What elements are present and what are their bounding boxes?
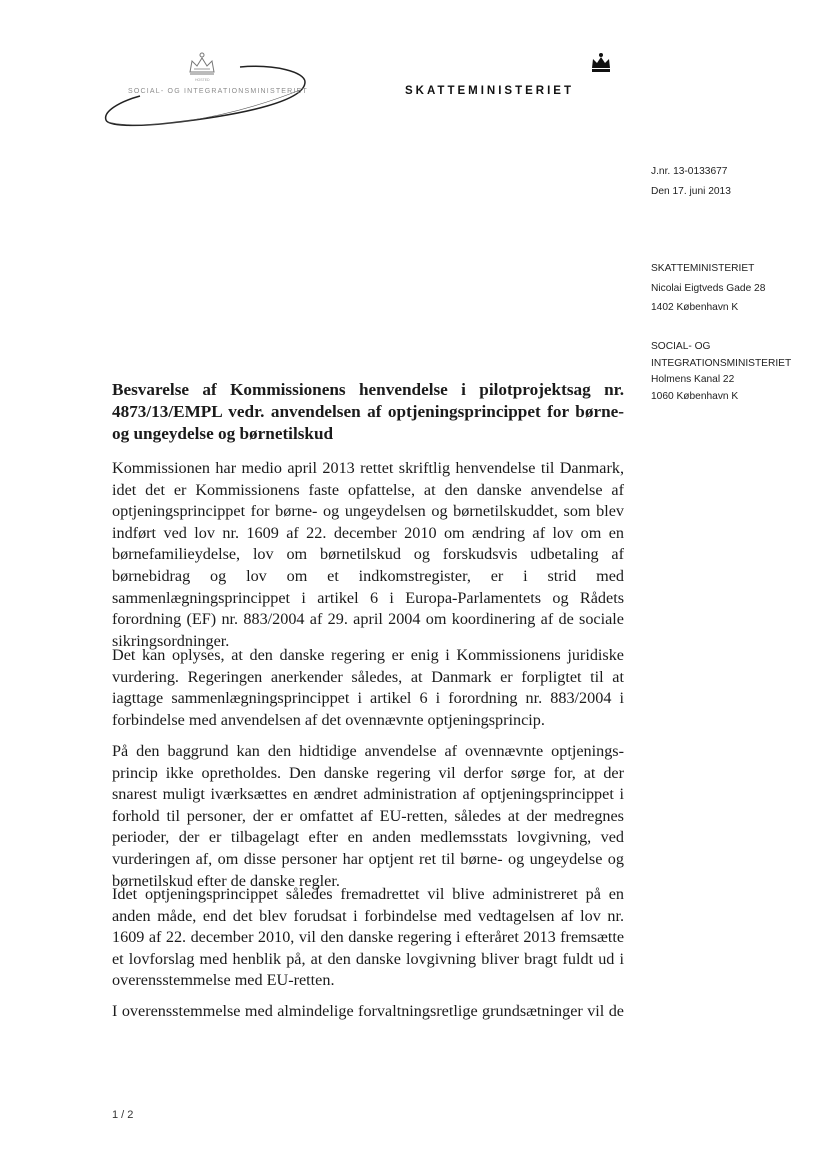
sender-name-line2: INTEGRATIONSMINISTERIET <box>651 358 792 369</box>
body-paragraph: I overensstemmelse med almindelige forvaltningsretlige grundsætninger vil de <box>112 1002 624 1020</box>
body-paragraph: Det kan oplyses, at den danske regering er enig i Kommissionens juridiske vurdering. Regeringen anerkender således, at Danmark er forpligtet til at iagttage sammenlægningsprincippet i artikel 6 i forordning nr. 883/2004 i forbindelse med anvendelsen af det ovennævnte optjeningsprincip. <box>112 646 624 729</box>
sender-address-social-ministry-name <box>651 338 791 372</box>
sender-address-social-ministry <box>651 371 738 405</box>
skatteministeriet-wordmark: SKATTEMINISTERIET <box>405 85 574 97</box>
crown-icon <box>590 52 612 74</box>
social-ministry-logo-text: SOCIAL- OG INTEGRATIONSMINISTERIET <box>128 88 308 95</box>
sender-name: SKATTEMINISTERIET <box>651 263 755 274</box>
sender-city: 1402 København K <box>651 302 739 313</box>
sender-city: 1060 København K <box>651 391 739 402</box>
social-ministry-logo <box>100 50 320 132</box>
sender-street: Holmens Kanal 22 <box>651 374 735 385</box>
sender-address-skatteministeriet <box>651 259 765 318</box>
letter-date: Den 17. juni 2013 <box>651 185 731 197</box>
journal-number: J.nr. 13-0133677 <box>651 166 728 177</box>
reference-block <box>651 162 731 201</box>
sender-name-line1: SOCIAL- OG <box>651 341 711 352</box>
body-paragraph: På den baggrund kan den hidtidige anvendelse af ovennævnte optjenings-princip ikke opretholdes. Den danske regering vil derfor sørge for, at der snarest muligt iværksættes en ændret administration af optjeningsprincippet i forhold til personer, der er omfattet af EU-retten, således at der medregnes perioder, der er tilbagelagt efter en anden medlemsstats lovgivning, ved vurderingen af, om disse personer har optjent ret til børne- og ungeydelse og børnetilskud efter de danske regler. <box>112 742 624 890</box>
sender-street: Nicolai Eigtveds Gade 28 <box>651 282 766 294</box>
page-number: 1 / 2 <box>112 1109 134 1121</box>
document-title: Besvarelse af Kommissionens henvendelse i pilotprojektsag nr. 4873/13/EMPL vedr. anvendelsen af optjeningsprincippet for børne- og ungeydelse og børnetilskud <box>112 380 624 443</box>
body-paragraph: Idet optjeningsprincippet således fremadrettet vil blive administreret på en anden måde, end det blev forudsat i forbindelse med vedtagelsen af lov nr. 1609 af 22. december 2010, vil den danske regering i efteråret 2013 fremsætte et lovforslag med henblik på, at den danske lovgivning bliver bragt fuldt ud i overensstemmelse med EU-retten. <box>112 885 624 990</box>
svg-text:HOSTED: HOSTED <box>195 78 210 82</box>
body-paragraph: Kommissionen har medio april 2013 rettet skriftlig henvendelse til Danmark, idet det er Kommissionens faste opfattelse, at den danske anvendelse af optjeningsprincippet for børne- og ungeydelsen og børnetilskuddet, som blev indført ved lov nr. 1609 af 22. december 2010 om ændring af lov om en børnefamilieydelse, lov om børnetilskud og forskudsvis udbetaling af børnebidrag og lov om et indkomstregister, er i strid med sammenlægningsprincippet i artikel 6 i Europa-Parlamentets og Rådets forordning (EF) nr. 883/2004 af 29. april 2004 om koordinering af de sociale sikringsordninger. <box>112 459 624 650</box>
